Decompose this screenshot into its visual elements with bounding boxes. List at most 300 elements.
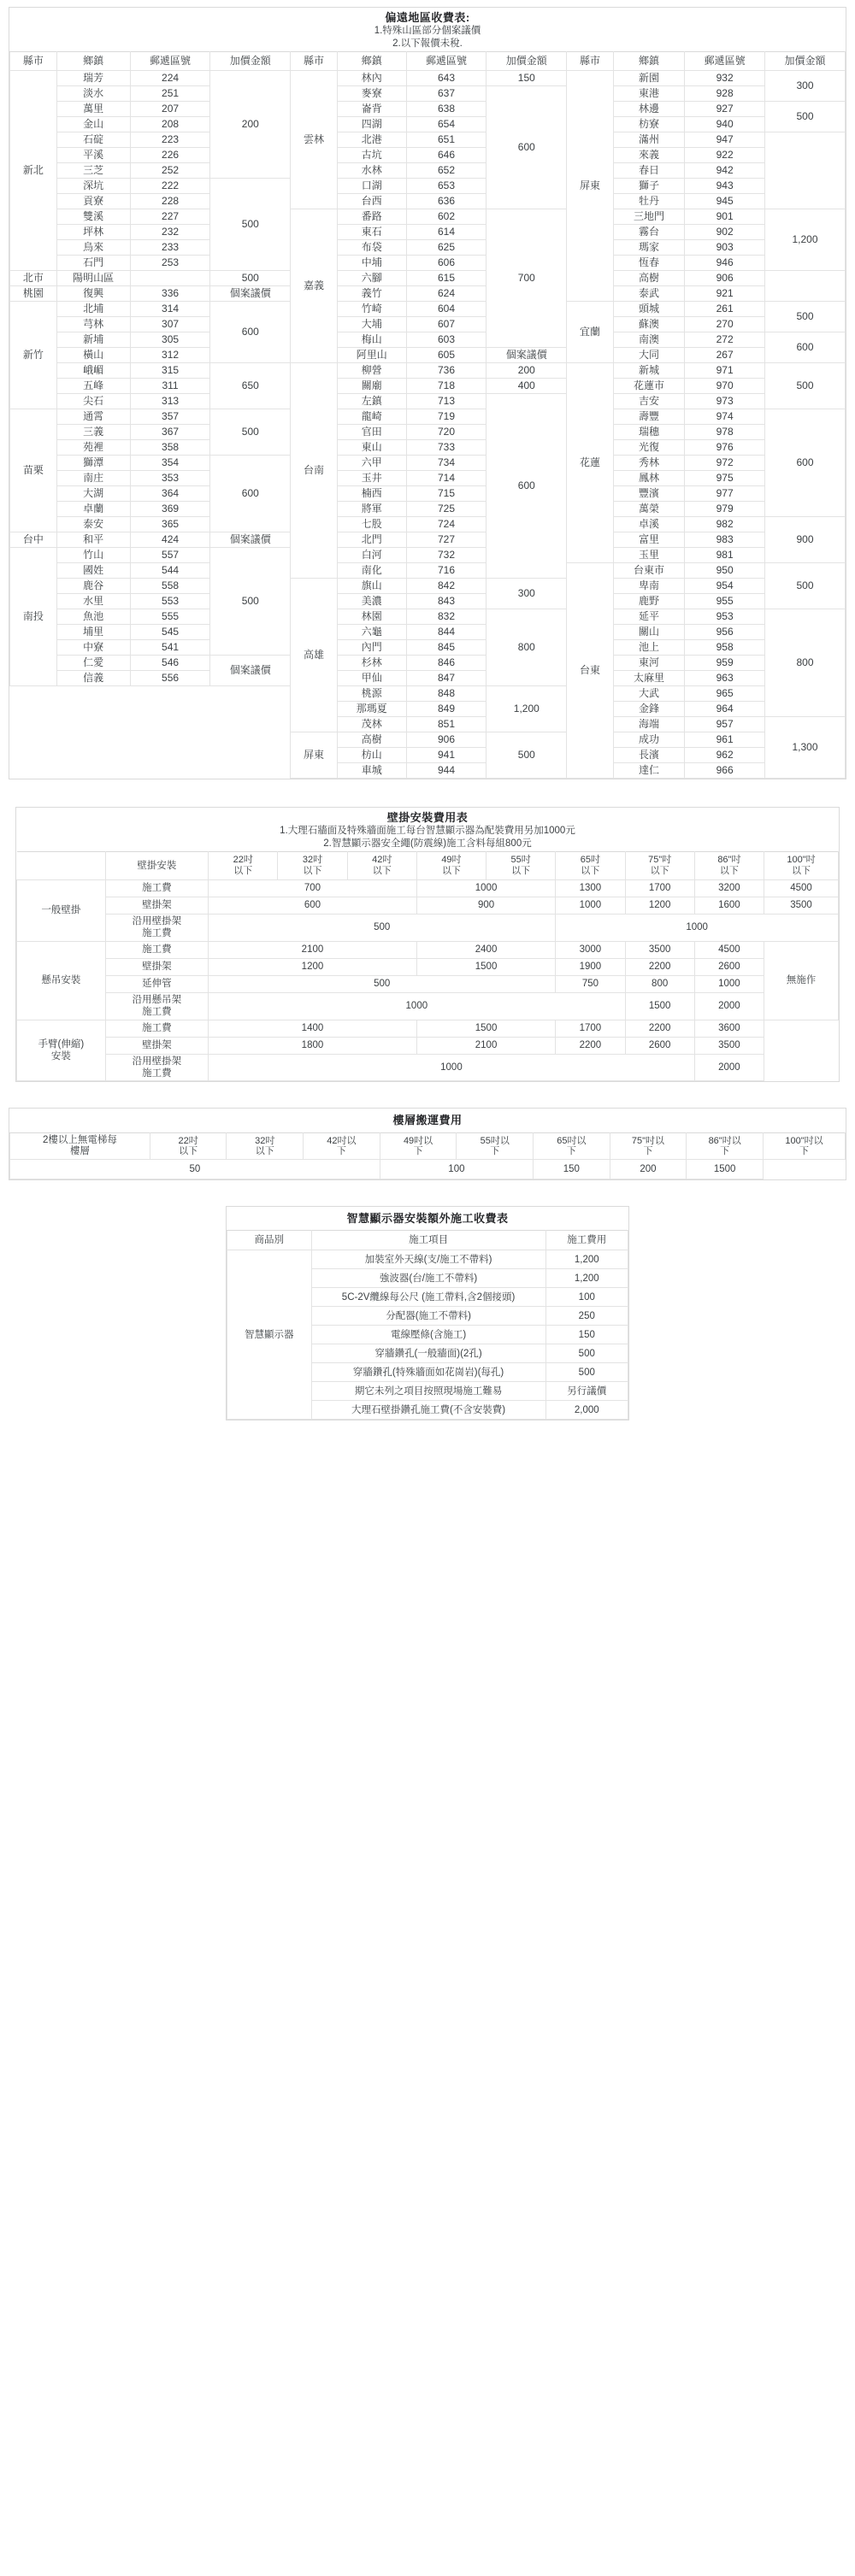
remote-area-row	[10, 71, 846, 86]
town-cell: 海端	[613, 717, 684, 732]
town-cell: 鹿谷	[56, 579, 130, 594]
zip-cell: 901	[685, 209, 765, 225]
zip-cell: 353	[130, 471, 210, 486]
floor-fee-cell: 100	[380, 1160, 533, 1179]
empty-cell	[56, 702, 130, 717]
zip-cell: 606	[406, 256, 486, 271]
zip-cell: 719	[406, 409, 486, 425]
remote-area-caption-row	[10, 8, 846, 52]
city-cell: 新竹	[10, 302, 57, 409]
floor-table-panel	[9, 1108, 846, 1180]
remote-area-table	[9, 8, 846, 779]
town-cell: 茂林	[337, 717, 406, 732]
surcharge-cell: 600	[210, 456, 291, 532]
town-cell: 卓溪	[613, 517, 684, 532]
zip-cell: 977	[685, 486, 765, 502]
zip-cell: 851	[406, 717, 486, 732]
zip-cell: 944	[406, 763, 486, 779]
empty-cell	[10, 732, 57, 748]
town-cell: 深坑	[56, 179, 130, 194]
column-header-1: 鄉鎮	[613, 52, 684, 71]
extra-item-cell: 強波器(台/施工不帶料)	[311, 1269, 545, 1288]
extra-caption-row	[227, 1207, 628, 1231]
zip-cell: 652	[406, 163, 486, 179]
wall-caption	[17, 808, 839, 852]
floor-title: 樓層搬運費用	[392, 1114, 463, 1127]
remote-area-row	[10, 102, 846, 117]
zip-cell: 842	[406, 579, 486, 594]
zip-cell: 981	[685, 548, 765, 563]
town-cell: 官田	[337, 425, 406, 440]
town-cell: 牡丹	[613, 194, 684, 209]
zip-cell: 964	[685, 702, 765, 717]
zip-cell: 966	[685, 763, 765, 779]
floor-size-header-7: 86"吋以 下	[687, 1133, 764, 1160]
town-cell: 頭城	[613, 302, 684, 317]
town-cell: 金山	[56, 117, 130, 132]
surcharge-cell: 500	[486, 732, 567, 779]
town-cell: 秀林	[613, 456, 684, 471]
floor-size-header-0: 22吋 以下	[150, 1133, 227, 1160]
zip-cell: 959	[685, 656, 765, 671]
zip-cell: 358	[130, 440, 210, 456]
floor-size-header-1: 32吋 以下	[227, 1133, 304, 1160]
wall-fee-cell: 2200	[625, 1020, 694, 1037]
zip-cell: 653	[406, 179, 486, 194]
town-cell: 崙背	[337, 102, 406, 117]
remote-area-row	[10, 394, 846, 409]
town-cell: 旗山	[337, 579, 406, 594]
city-cell: 嘉義	[291, 209, 338, 363]
wall-row-label: 沿用壁掛架 施工費	[105, 1054, 208, 1081]
floor-size-header-4: 55吋以 下	[457, 1133, 534, 1160]
column-header-3: 加價金額	[210, 52, 291, 71]
town-cell: 甲仙	[337, 671, 406, 686]
surcharge-cell: 500	[765, 302, 846, 332]
town-cell: 高樹	[337, 732, 406, 748]
wall-fee-cell: 1500	[416, 1020, 555, 1037]
remote-area-note-2: 2.以下報價未稅.	[392, 38, 463, 49]
town-cell: 四湖	[337, 117, 406, 132]
zip-cell	[130, 271, 210, 286]
surcharge-cell: 200	[210, 71, 291, 179]
remote-area-row	[10, 517, 846, 532]
town-cell: 池上	[613, 640, 684, 656]
town-cell: 白河	[337, 548, 406, 563]
remote-area-row	[10, 271, 846, 286]
zip-cell: 906	[685, 271, 765, 286]
column-header-0: 縣市	[10, 52, 57, 71]
zip-cell: 847	[406, 671, 486, 686]
empty-cell	[210, 732, 291, 748]
town-cell: 梅山	[337, 332, 406, 348]
zip-cell: 715	[406, 486, 486, 502]
surcharge-cell: 個案議價	[210, 286, 291, 302]
zip-cell: 233	[130, 240, 210, 256]
zip-cell: 252	[130, 163, 210, 179]
town-cell: 太麻里	[613, 671, 684, 686]
wall-fee-cell: 900	[416, 897, 555, 915]
town-cell: 花蓮市	[613, 379, 684, 394]
zip-cell: 643	[406, 71, 486, 86]
zip-cell: 849	[406, 702, 486, 717]
town-cell: 新園	[613, 71, 684, 86]
zip-cell: 261	[685, 302, 765, 317]
town-cell: 林邊	[613, 102, 684, 117]
wall-size-header-8: 100"吋 以下	[764, 852, 839, 880]
empty-cell	[10, 748, 57, 763]
city-cell: 新北	[10, 71, 57, 271]
floor-body	[10, 1160, 846, 1179]
town-cell: 枋寮	[613, 117, 684, 132]
wall-fee-cell: 4500	[764, 880, 839, 897]
town-cell: 口湖	[337, 179, 406, 194]
wall-fee-cell: 無施作	[764, 941, 839, 1020]
wall-row	[17, 1054, 839, 1081]
zip-cell: 603	[406, 332, 486, 348]
wall-fee-cell: 600	[209, 897, 417, 915]
remote-area-row	[10, 440, 846, 456]
wall-fee-cell: 4500	[694, 941, 764, 958]
town-cell: 北埔	[56, 302, 130, 317]
floor-fee-cell: 200	[610, 1160, 687, 1179]
surcharge-cell: 500	[210, 409, 291, 456]
town-cell: 鹿野	[613, 594, 684, 609]
zip-cell: 983	[685, 532, 765, 548]
remote-area-row	[10, 717, 846, 732]
city-cell: 屏東	[567, 71, 614, 302]
surcharge-cell: 700	[486, 209, 567, 348]
surcharge-cell: 600	[765, 409, 846, 517]
zip-cell: 932	[685, 71, 765, 86]
town-cell: 水里	[56, 594, 130, 609]
city-cell: 雲林	[291, 71, 338, 209]
remote-area-row	[10, 748, 846, 763]
extra-item-cell: 加裝室外天線(支/施工不帶料)	[311, 1250, 545, 1269]
zip-cell: 558	[130, 579, 210, 594]
town-cell: 大湖	[56, 486, 130, 502]
town-cell: 東山	[337, 440, 406, 456]
zip-cell: 957	[685, 717, 765, 732]
town-cell: 美濃	[337, 594, 406, 609]
wall-corner-blank	[17, 852, 106, 880]
town-cell: 高樹	[613, 271, 684, 286]
town-cell: 豐濱	[613, 486, 684, 502]
zip-cell: 716	[406, 563, 486, 579]
zip-cell: 843	[406, 594, 486, 609]
zip-cell: 945	[685, 194, 765, 209]
zip-cell: 607	[406, 317, 486, 332]
column-header-2: 郵遞區號	[406, 52, 486, 71]
zip-cell: 354	[130, 456, 210, 471]
remote-area-row	[10, 163, 846, 179]
wall-row-label: 壁掛架	[105, 1037, 208, 1054]
wall-body	[17, 880, 839, 1081]
city-cell: 花蓮	[567, 363, 614, 563]
empty-cell	[130, 732, 210, 748]
zip-cell: 636	[406, 194, 486, 209]
town-cell: 峨嵋	[56, 363, 130, 379]
surcharge-cell: 600	[210, 302, 291, 363]
town-cell: 竹山	[56, 548, 130, 563]
zip-cell: 732	[406, 548, 486, 563]
surcharge-cell: 個案議價	[210, 532, 291, 548]
town-cell: 三地門	[613, 209, 684, 225]
remote-area-row	[10, 256, 846, 271]
extra-title: 智慧顯示器安裝額外施工收費表	[346, 1211, 509, 1225]
extra-item-cell: 穿牆鑽孔(一般牆面)(2孔)	[311, 1344, 545, 1363]
extra-item-cell: 穿牆鑽孔(特殊牆面如花崗岩)(每孔)	[311, 1363, 545, 1382]
wall-group-label: 一般壁掛	[17, 880, 106, 942]
wall-fee-cell: 1500	[625, 992, 694, 1020]
town-cell: 雙溪	[56, 209, 130, 225]
zip-cell: 724	[406, 517, 486, 532]
empty-cell	[130, 748, 210, 763]
city-cell: 台東	[567, 563, 614, 779]
remote-area-row	[10, 179, 846, 194]
wall-fee-cell: 2100	[209, 941, 417, 958]
zip-cell: 369	[130, 502, 210, 517]
wall-fee-cell: 1200	[625, 897, 694, 915]
wall-row-label: 施工費	[105, 880, 208, 897]
zip-cell: 624	[406, 286, 486, 302]
remote-area-row	[10, 532, 846, 548]
remote-area-row	[10, 732, 846, 748]
extra-header-row	[227, 1231, 628, 1250]
wall-row-label: 施工費	[105, 1020, 208, 1037]
town-cell: 光復	[613, 440, 684, 456]
zip-cell: 270	[685, 317, 765, 332]
surcharge-cell: 500	[765, 563, 846, 609]
column-header-3: 加價金額	[765, 52, 846, 71]
zip-cell: 956	[685, 625, 765, 640]
floor-row-label: 2樓以上無電梯每 樓層	[10, 1133, 150, 1160]
town-cell: 番路	[337, 209, 406, 225]
town-cell: 和平	[56, 532, 130, 548]
remote-area-row	[10, 132, 846, 148]
wall-caption-area	[17, 808, 839, 880]
wall-fee-cell: 3000	[556, 941, 625, 958]
floor-carry-table	[9, 1109, 846, 1179]
wall-row-label: 沿用壁掛架 施工費	[105, 915, 208, 942]
wall-fee-cell: 1800	[209, 1037, 417, 1054]
town-cell: 玉井	[337, 471, 406, 486]
city-cell: 台中	[10, 532, 57, 548]
town-cell: 泰武	[613, 286, 684, 302]
wall-size-header-7: 86"吋 以下	[694, 852, 764, 880]
extra-item-cell: 5C-2V纜線每公尺 (施工帶料,含2個接頭)	[311, 1288, 545, 1307]
zip-cell: 942	[685, 163, 765, 179]
zip-cell: 720	[406, 425, 486, 440]
zip-cell: 207	[130, 102, 210, 117]
town-cell: 成功	[613, 732, 684, 748]
empty-cell	[210, 686, 291, 702]
extra-item-cell: 分配器(施工不帶料)	[311, 1307, 545, 1326]
zip-cell: 208	[130, 117, 210, 132]
wall-size-header-6: 75"吋 以下	[625, 852, 694, 880]
remote-area-row	[10, 656, 846, 671]
zip-cell: 733	[406, 440, 486, 456]
wall-fee-cell: 3500	[625, 941, 694, 958]
zip-cell: 844	[406, 625, 486, 640]
town-cell: 竹崎	[337, 302, 406, 317]
extra-item-cell: 大理石壁掛鑽孔施工費(不含安裝費)	[311, 1401, 545, 1420]
wall-row	[17, 1037, 839, 1054]
empty-cell	[210, 748, 291, 763]
wall-size-header-0: 22吋 以下	[209, 852, 278, 880]
town-cell: 滿州	[613, 132, 684, 148]
zip-cell: 972	[685, 456, 765, 471]
town-cell: 瑞芳	[56, 71, 130, 86]
town-cell: 信義	[56, 671, 130, 686]
remote-area-row	[10, 702, 846, 717]
floor-fee-cell: 50	[10, 1160, 380, 1179]
town-cell: 大武	[613, 686, 684, 702]
town-cell: 桃源	[337, 686, 406, 702]
surcharge-cell: 500	[210, 271, 291, 286]
wall-row-label: 壁掛架	[105, 897, 208, 915]
town-cell: 義竹	[337, 286, 406, 302]
zip-cell: 605	[406, 348, 486, 363]
column-header-3: 加價金額	[486, 52, 567, 71]
remote-area-row	[10, 471, 846, 486]
wall-table-panel	[15, 807, 840, 1082]
wall-fee-cell: 1900	[556, 958, 625, 975]
wall-title: 壁掛安裝費用表	[386, 811, 469, 824]
wall-fee-cell: 1000	[556, 897, 625, 915]
remote-area-row	[10, 148, 846, 163]
wall-fee-cell: 2000	[694, 992, 764, 1020]
zip-cell: 963	[685, 671, 765, 686]
zip-cell: 946	[685, 256, 765, 271]
zip-cell: 615	[406, 271, 486, 286]
zip-cell: 971	[685, 363, 765, 379]
town-cell: 富里	[613, 532, 684, 548]
wall-fee-cell: 2200	[556, 1037, 625, 1054]
town-cell: 石門	[56, 256, 130, 271]
town-cell: 布袋	[337, 240, 406, 256]
zip-cell: 979	[685, 502, 765, 517]
wall-caption-row	[17, 808, 839, 852]
city-cell: 台南	[291, 363, 338, 579]
town-cell: 那瑪夏	[337, 702, 406, 717]
town-cell: 萬榮	[613, 502, 684, 517]
zip-cell: 272	[685, 332, 765, 348]
town-cell: 達仁	[613, 763, 684, 779]
town-cell: 龍崎	[337, 409, 406, 425]
zip-cell: 365	[130, 517, 210, 532]
remote-area-row	[10, 609, 846, 625]
town-cell: 卑南	[613, 579, 684, 594]
wall-fee-cell: 2000	[694, 1054, 764, 1081]
town-cell: 埔里	[56, 625, 130, 640]
empty-cell	[10, 702, 57, 717]
wall-fee-cell: 2200	[625, 958, 694, 975]
floor-fee-row	[10, 1160, 846, 1179]
town-cell: 芎林	[56, 317, 130, 332]
remote-area-row	[10, 548, 846, 563]
city-cell: 屏東	[291, 732, 338, 779]
wall-fee-cell: 1400	[209, 1020, 417, 1037]
zip-cell: 637	[406, 86, 486, 102]
zip-cell: 974	[685, 409, 765, 425]
remote-area-title: 偏遠地區收費表:	[385, 11, 470, 24]
zip-cell: 307	[130, 317, 210, 332]
town-cell: 關廟	[337, 379, 406, 394]
zip-cell: 556	[130, 671, 210, 686]
surcharge-cell: 600	[765, 332, 846, 363]
wall-fee-cell: 1700	[556, 1020, 625, 1037]
empty-cell	[56, 732, 130, 748]
town-cell: 獅潭	[56, 456, 130, 471]
surcharge-cell: 650	[210, 363, 291, 409]
zip-cell: 625	[406, 240, 486, 256]
town-cell: 陽明山區	[56, 271, 130, 286]
remote-area-row	[10, 502, 846, 517]
town-cell: 春日	[613, 163, 684, 179]
extra-section	[0, 1206, 855, 1441]
zip-cell: 947	[685, 132, 765, 148]
town-cell: 古坑	[337, 148, 406, 163]
town-cell: 南澳	[613, 332, 684, 348]
town-cell: 水林	[337, 163, 406, 179]
remote-area-row	[10, 409, 846, 425]
town-cell: 台西	[337, 194, 406, 209]
surcharge-cell: 800	[486, 609, 567, 686]
wall-fee-cell: 2400	[416, 941, 555, 958]
floor-caption	[10, 1109, 846, 1133]
extra-fee-cell: 另行議價	[545, 1382, 628, 1401]
surcharge-cell: 500	[210, 548, 291, 656]
town-cell: 新城	[613, 363, 684, 379]
zip-cell: 832	[406, 609, 486, 625]
wall-row	[17, 975, 839, 992]
surcharge-cell	[765, 271, 846, 302]
town-cell: 瑞穗	[613, 425, 684, 440]
town-cell: 尖石	[56, 394, 130, 409]
zip-cell: 902	[685, 225, 765, 240]
town-cell: 坪林	[56, 225, 130, 240]
surcharge-cell: 300	[486, 579, 567, 609]
wall-fee-cell: 2600	[625, 1037, 694, 1054]
town-cell: 金鋒	[613, 702, 684, 717]
wall-fee-cell: 1000	[694, 975, 764, 992]
zip-cell: 646	[406, 148, 486, 163]
wall-size-header-3: 49吋 以下	[416, 852, 486, 880]
remote-area-body	[10, 71, 846, 779]
zip-cell: 845	[406, 640, 486, 656]
town-cell: 復興	[56, 286, 130, 302]
extra-fee-cell: 1,200	[545, 1250, 628, 1269]
zip-cell: 546	[130, 656, 210, 671]
surcharge-cell: 300	[765, 71, 846, 102]
zip-cell: 928	[685, 86, 765, 102]
zip-cell: 848	[406, 686, 486, 702]
zip-cell: 614	[406, 225, 486, 240]
empty-cell	[56, 717, 130, 732]
extra-item-cell: 期它未列之項目按照現場施工難易	[311, 1382, 545, 1401]
zip-cell: 305	[130, 332, 210, 348]
town-cell: 淡水	[56, 86, 130, 102]
town-cell: 大埔	[337, 317, 406, 332]
empty-cell	[10, 763, 57, 779]
wall-row	[17, 915, 839, 942]
surcharge-cell: 500	[765, 363, 846, 409]
town-cell: 南化	[337, 563, 406, 579]
wall-fee-cell: 1500	[416, 958, 555, 975]
city-cell: 南投	[10, 548, 57, 686]
remote-area-row	[10, 579, 846, 594]
